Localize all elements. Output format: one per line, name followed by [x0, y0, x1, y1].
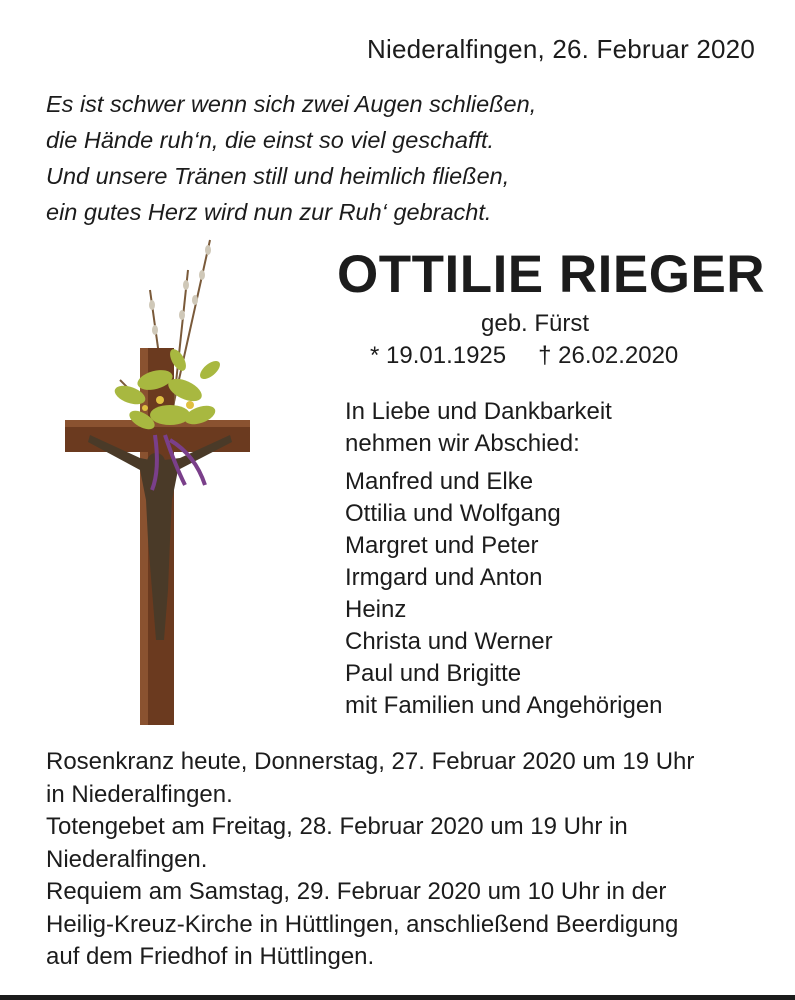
birth-date: * 19.01.1925: [370, 342, 507, 369]
deceased-name: OTTILIE RIEGER: [337, 245, 766, 304]
thanks-line: In Liebe und Dankbarkeit: [345, 398, 612, 425]
born-name: geb. Fürst: [481, 310, 590, 337]
mourners-list: [345, 466, 663, 722]
service-line: auf dem Friedhof in Hüttlingen.: [46, 943, 375, 970]
death-date: † 26.02.2020: [538, 342, 679, 369]
mourner: mit Familien und Angehörigen: [345, 692, 663, 719]
poem: [46, 86, 536, 230]
place-date: Niederalfingen, 26. Februar 2020: [367, 34, 755, 64]
service-line: Niederalfingen.: [46, 845, 208, 873]
poem-line: Es ist schwer wenn sich zwei Augen schließen,: [46, 91, 537, 117]
service-line: Heilig-Kreuz-Kirche in Hüttlingen, anschließend Beerdigung: [46, 910, 679, 938]
mourner: Manfred und Elke: [345, 468, 534, 495]
mourner: Ottilia und Wolfgang: [345, 500, 561, 527]
service-line: Rosenkranz heute, Donnerstag, 27. Februar 2020 um 19 Uhr: [46, 748, 695, 775]
mourner: Paul und Brigitte: [345, 660, 522, 687]
poem-line: ein gutes Herz wird nun zur Ruh‘ gebracht.: [46, 199, 492, 225]
thanks-line: nehmen wir Abschied:: [345, 430, 580, 457]
service-line: Requiem am Samstag, 29. Februar 2020 um 10 Uhr in der: [46, 878, 667, 905]
service-line: Totengebet am Freitag, 28. Februar 2020 um 19 Uhr in: [46, 813, 628, 840]
mourner: Christa und Werner: [345, 628, 553, 655]
crucifix-image: [60, 230, 260, 725]
mourner: Irmgard und Anton: [345, 564, 543, 591]
poem-line: die Hände ruh‘n, die einst so viel geschafft.: [46, 127, 495, 153]
life-dates: [370, 342, 678, 370]
thanks-text: [345, 396, 612, 460]
mourner: Heinz: [345, 596, 407, 623]
service-info: [46, 746, 694, 974]
service-line: in Niederalfingen.: [46, 780, 233, 808]
mourner: Margret und Peter: [345, 532, 539, 559]
poem-line: Und unsere Tränen still und heimlich fließen,: [46, 163, 510, 189]
